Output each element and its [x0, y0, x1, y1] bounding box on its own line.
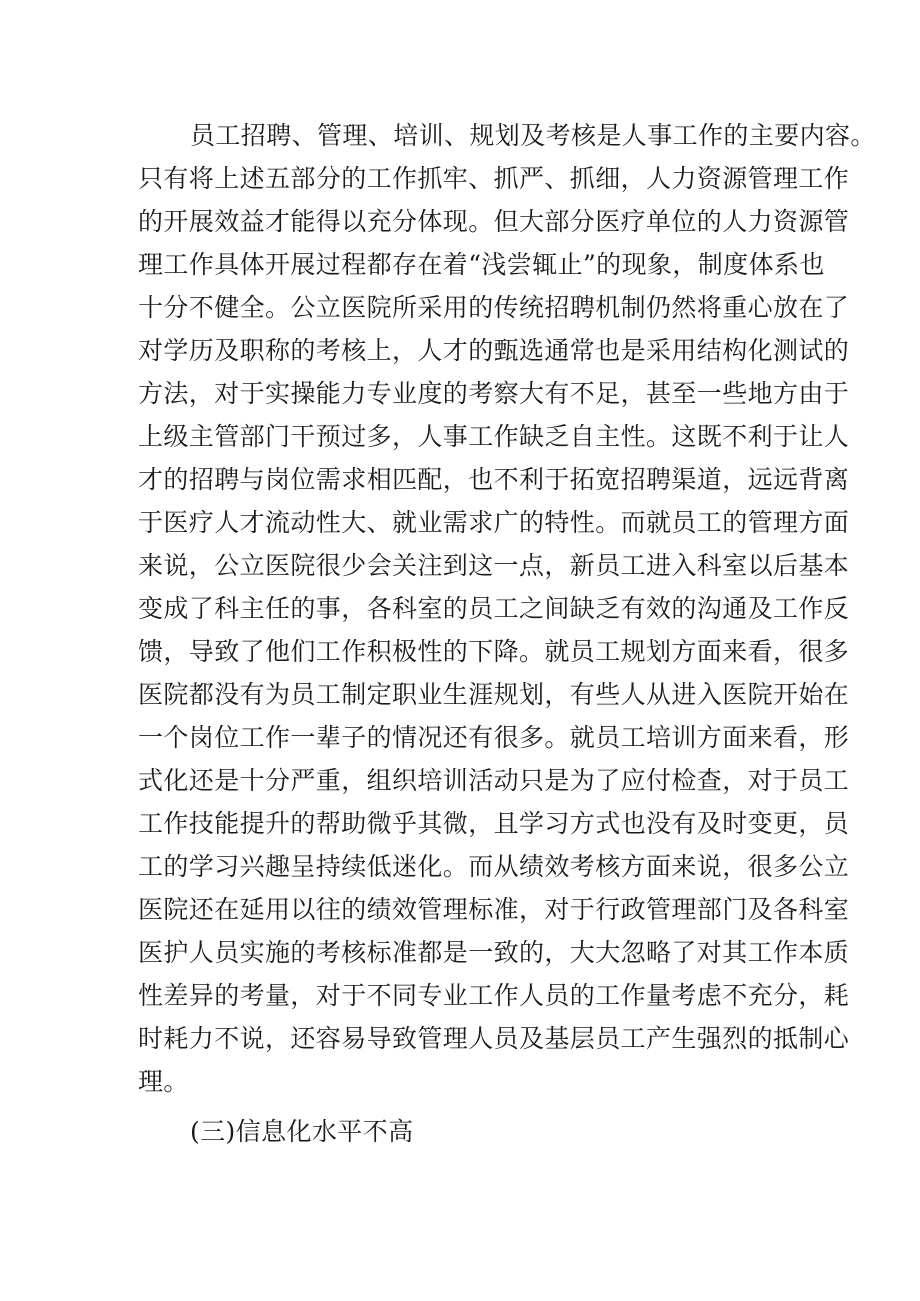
paragraph-line: 式化还是十分严重，组织培训活动只是为了应付检查，对于员工 [138, 766, 850, 795]
paragraph-line: 医院还在延用以往的绩效管理标准，对于行政管理部门及各科室 [138, 895, 850, 924]
paragraph-line: 工作技能提升的帮助微乎其微，且学习方式也没有及时变更，员 [138, 809, 850, 838]
paragraph-line: 的开展效益才能得以充分体现。但大部分医疗单位的人力资源管 [138, 207, 850, 236]
paragraph-line: 变成了科主任的事，各科室的员工之间缺乏有效的沟通及工作反 [138, 594, 850, 623]
section-heading: (三)信息化水平不高 [190, 1117, 414, 1146]
paragraph-line: 理。 [138, 1067, 189, 1096]
paragraph-line: 才的招聘与岗位需求相匹配，也不利于拓宽招聘渠道，远远背离 [138, 465, 850, 494]
paragraph-line: 员工招聘、管理、培训、规划及考核是人事工作的主要内容。 [190, 121, 876, 150]
paragraph-line: 于医疗人才流动性大、就业需求广的特性。而就员工的管理方面 [138, 508, 850, 537]
paragraph-line: 来说，公立医院很少会关注到这一点，新员工进入科室以后基本 [138, 551, 850, 580]
paragraph-line: 馈，导致了他们工作积极性的下降。就员工规划方面来看，很多 [138, 637, 850, 666]
paragraph-line: 只有将上述五部分的工作抓牢、抓严、抓细，人力资源管理工作 [138, 164, 850, 193]
paragraph-line: 医护人员实施的考核标准都是一致的，大大忽略了对其工作本质 [138, 938, 850, 967]
paragraph-line: 时耗力不说，还容易导致管理人员及基层员工产生强烈的抵制心 [138, 1024, 850, 1053]
paragraph-line: 医院都没有为员工制定职业生涯规划，有些人从进入医院开始在 [138, 680, 850, 709]
paragraph-line: 一个岗位工作一辈子的情况还有很多。就员工培训方面来看，形 [138, 723, 850, 752]
paragraph-line: 工的学习兴趣呈持续低迷化。而从绩效考核方面来说，很多公立 [138, 852, 850, 881]
paragraph-line: 对学历及职称的考核上，人才的甄选通常也是采用结构化测试的 [138, 336, 850, 365]
paragraph-line: 理工作具体开展过程都存在着“浅尝辄止”的现象，制度体系也 [138, 250, 825, 279]
paragraph-line: 十分不健全。公立医院所采用的传统招聘机制仍然将重心放在了 [138, 293, 850, 322]
paragraph-line: 方法，对于实操能力专业度的考察大有不足，甚至一些地方由于 [138, 379, 850, 408]
paragraph-line: 性差异的考量，对于不同专业工作人员的工作量考虑不充分，耗 [138, 981, 850, 1010]
paragraph-line: 上级主管部门干预过多，人事工作缺乏自主性。这既不利于让人 [138, 422, 850, 451]
